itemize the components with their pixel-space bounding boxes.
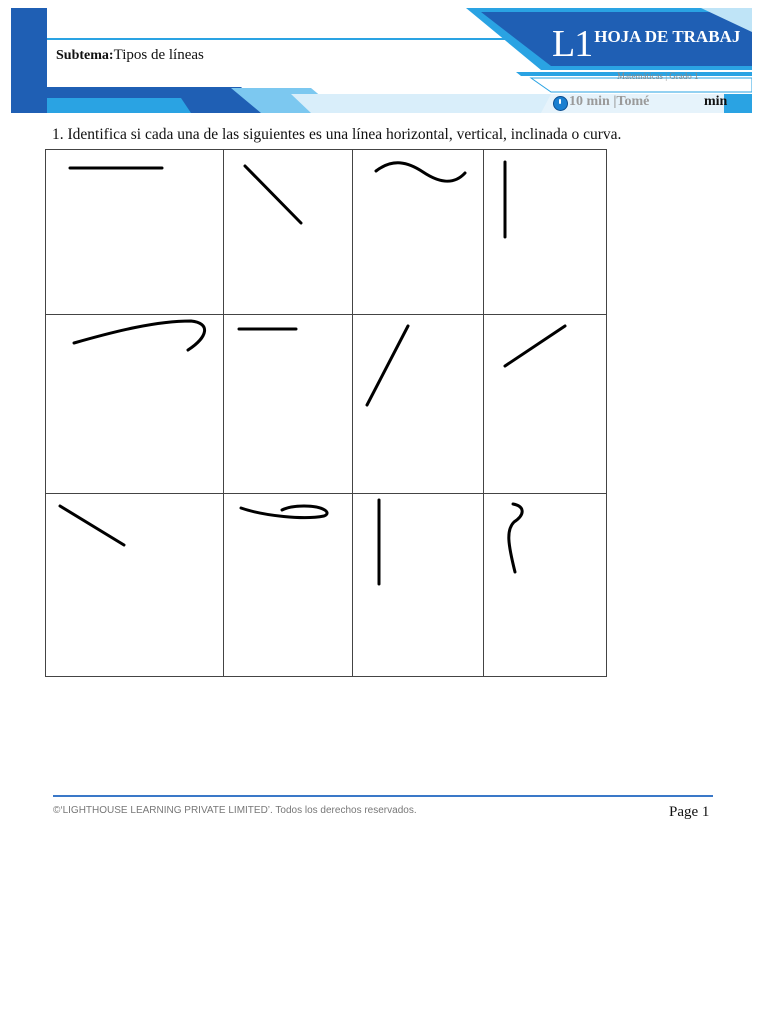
subtema-value: Tipos de líneas	[113, 47, 204, 63]
curved-line-drawing	[353, 150, 485, 316]
document-kind: HOJA DE TRABAJ	[594, 27, 741, 46]
grid-cell	[223, 149, 353, 315]
grid-cell	[483, 149, 607, 315]
time-text: 10 min |Tomé	[569, 94, 650, 109]
time-unit: min	[704, 94, 728, 109]
horizontal-line-drawing	[224, 315, 354, 495]
subtema	[56, 47, 204, 64]
page-number: Page 1	[669, 804, 710, 820]
horizontal-line-drawing	[46, 150, 225, 316]
grid-cell	[45, 314, 224, 494]
grid-cell	[223, 493, 353, 677]
grid-cell	[352, 149, 484, 315]
lesson-code: L1	[552, 23, 593, 65]
footer-divider	[53, 795, 713, 797]
time-row	[551, 94, 731, 112]
grid-cell	[483, 314, 607, 494]
curved-line-drawing	[484, 494, 608, 678]
clock-icon	[553, 96, 568, 111]
document-title	[552, 22, 740, 66]
subject-grade: Matemáticas | Grado 1	[617, 71, 699, 81]
slanted-line-drawing	[46, 494, 225, 678]
vertical-line-drawing	[484, 150, 608, 316]
slanted-line-drawing	[484, 315, 608, 495]
grid-cell	[483, 493, 607, 677]
slanted-line-drawing	[353, 315, 485, 495]
question-text: 1. Identifica si cada una de las siguientes es una línea horizontal, vertical, inclinada o curva.	[52, 126, 622, 143]
vertical-line-drawing	[353, 494, 485, 678]
subtema-label: Subtema:	[56, 48, 114, 63]
curved-line-drawing	[46, 315, 225, 495]
grid-cell	[45, 149, 224, 315]
grid-cell	[223, 314, 353, 494]
grid-cell	[352, 493, 484, 677]
grid-cell	[352, 314, 484, 494]
curved-line-drawing	[224, 494, 354, 678]
slanted-line-drawing	[224, 150, 354, 316]
grid-cell	[45, 493, 224, 677]
copyright-text: ©‘LIGHTHOUSE LEARNING PRIVATE LIMITED’. Todos los derechos reservados.	[53, 805, 417, 816]
worksheet-header	[11, 8, 752, 113]
